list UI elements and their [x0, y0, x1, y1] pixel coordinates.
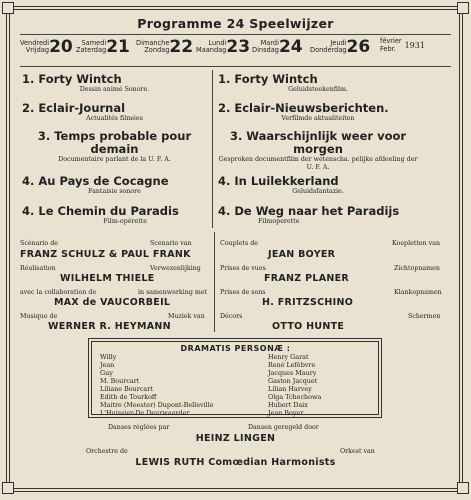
program-item: 2. Eclair-Journal Actualités filmées	[22, 101, 143, 122]
credit-label-nl: Klankopnamen	[394, 289, 442, 296]
dances-name: HEINZ LINGEN	[195, 433, 276, 444]
dances-label-fr: Danses réglées par	[108, 424, 170, 431]
program-item: 4. In Luilekkerland Geluidsfantazie.	[218, 174, 344, 195]
orchestra-label-nl: Orkest van	[340, 448, 375, 455]
cast-row: Liliane Bourcart Lilian Harvey	[100, 385, 312, 393]
cast-row: L'Huissier-De Deurwaarder Jean Boyer	[100, 409, 304, 417]
program-item: 3. Temps probable pour demain Documentaire parlant de la U. F. A.	[37, 129, 192, 163]
credit-label-fr: Décors	[220, 313, 243, 320]
credit-label-nl: Koepletten van	[392, 240, 441, 247]
program-item: 1. Forty Wintch Dessin animé Sonore.	[22, 72, 150, 93]
program-item: 2. Eclair-Nieuwsberichten. Verfilmde aktualiteiten	[218, 101, 389, 122]
dates-rule	[20, 66, 451, 67]
credit-label-fr: Réalisation	[20, 265, 56, 272]
dances-label-nl: Dansen geregeld door	[248, 424, 319, 431]
cast-row: Jean René Lefèbvre	[100, 361, 316, 369]
date-1: Samedi Zaterdag 21	[76, 37, 130, 57]
credit-name: WERNER R. HEYMANN	[48, 321, 171, 332]
orchestra-label-fr: Orchestre de	[86, 448, 128, 455]
program-fr	[22, 72, 207, 230]
credit-label-fr: Couplets de	[220, 240, 258, 247]
corner-ornament	[2, 482, 14, 494]
cast-row: Willy Henry Garat	[100, 353, 309, 361]
credit-label-fr: Prises de sons	[220, 289, 266, 296]
corner-ornament	[457, 2, 469, 14]
cast-row: M. Bourcart Gaston Jacquet	[100, 377, 318, 385]
column-divider	[212, 70, 213, 228]
credit-name: WILHELM THIELE	[60, 273, 155, 284]
credits-divider	[214, 232, 215, 332]
date-0: Vendredi Vrijdag 20	[20, 37, 73, 57]
programme-title: Programme 24 Speelwijzer	[137, 16, 334, 31]
program-item: 1. Forty Wintch Geluidsteekenfilm.	[218, 72, 348, 93]
orchestra-name: LEWIS RUTH Comœdian Harmonists	[135, 457, 336, 468]
credit-label-fr: Musique de	[20, 313, 58, 320]
credit-label-nl: Schermen	[408, 313, 441, 320]
program-item: 4. Au Pays de Cocagne Fantaisie sonore	[22, 174, 169, 195]
credit-label-nl: Muziek van	[168, 313, 205, 320]
credit-label-nl: Zichtopnamen	[394, 265, 440, 272]
cast-row: Maitre (Meester) Dupont-Belleville Hubert Daix	[100, 401, 308, 409]
corner-ornament	[2, 2, 14, 14]
credit-name: JEAN BOYER	[268, 249, 336, 260]
date-4: Mardi Dinsdag 24	[252, 37, 303, 57]
credit-name: FRANZ PLANER	[264, 273, 350, 284]
program-item: 4. Le Chemin du Paradis Film-opérette	[22, 204, 179, 225]
credit-label-nl: in samenwerking met	[138, 289, 208, 296]
credit-label-fr: avec la collaboration de	[20, 289, 97, 296]
credit-name: H. FRITZSCHINO	[262, 297, 354, 308]
corner-ornament	[457, 482, 469, 494]
credit-name: MAX de VAUCORBEIL	[54, 297, 171, 308]
cast-title: DRAMATIS PERSONÆ :	[180, 344, 291, 353]
program-nl	[218, 72, 418, 230]
program-item: 4. De Weg naar het Paradijs Filmoperette	[218, 204, 400, 225]
credit-label-nl: Verwezenlijking	[150, 265, 201, 272]
cast-row: Guy Jacques Maury	[100, 369, 317, 377]
date-5: Jeudi Donderdag 26	[310, 37, 371, 57]
cast-row: Edith de Tourkoff Olga Tchechowa	[100, 393, 322, 401]
header-rule	[20, 34, 451, 35]
credit-name: FRANZ SCHULZ & PAUL FRANK	[20, 249, 191, 260]
date-3: Lundi Maandag 23	[196, 37, 251, 57]
date-2: Dimanche Zondag 22	[136, 37, 194, 57]
dates-row	[20, 38, 460, 62]
date-month: février Febr. 1931	[380, 37, 425, 53]
credit-label-fr: Scénario de	[20, 240, 58, 247]
credit-label-nl: Scenario van	[150, 240, 192, 247]
credit-label-fr: Prises de vues	[220, 265, 266, 272]
credit-name: OTTO HUNTE	[272, 321, 345, 332]
program-item: 3. Waarschijnlijk weer voor morgen Gesproken documentfilm der wetenscha. pelijke afdeeling der U. F. A.	[218, 129, 418, 171]
